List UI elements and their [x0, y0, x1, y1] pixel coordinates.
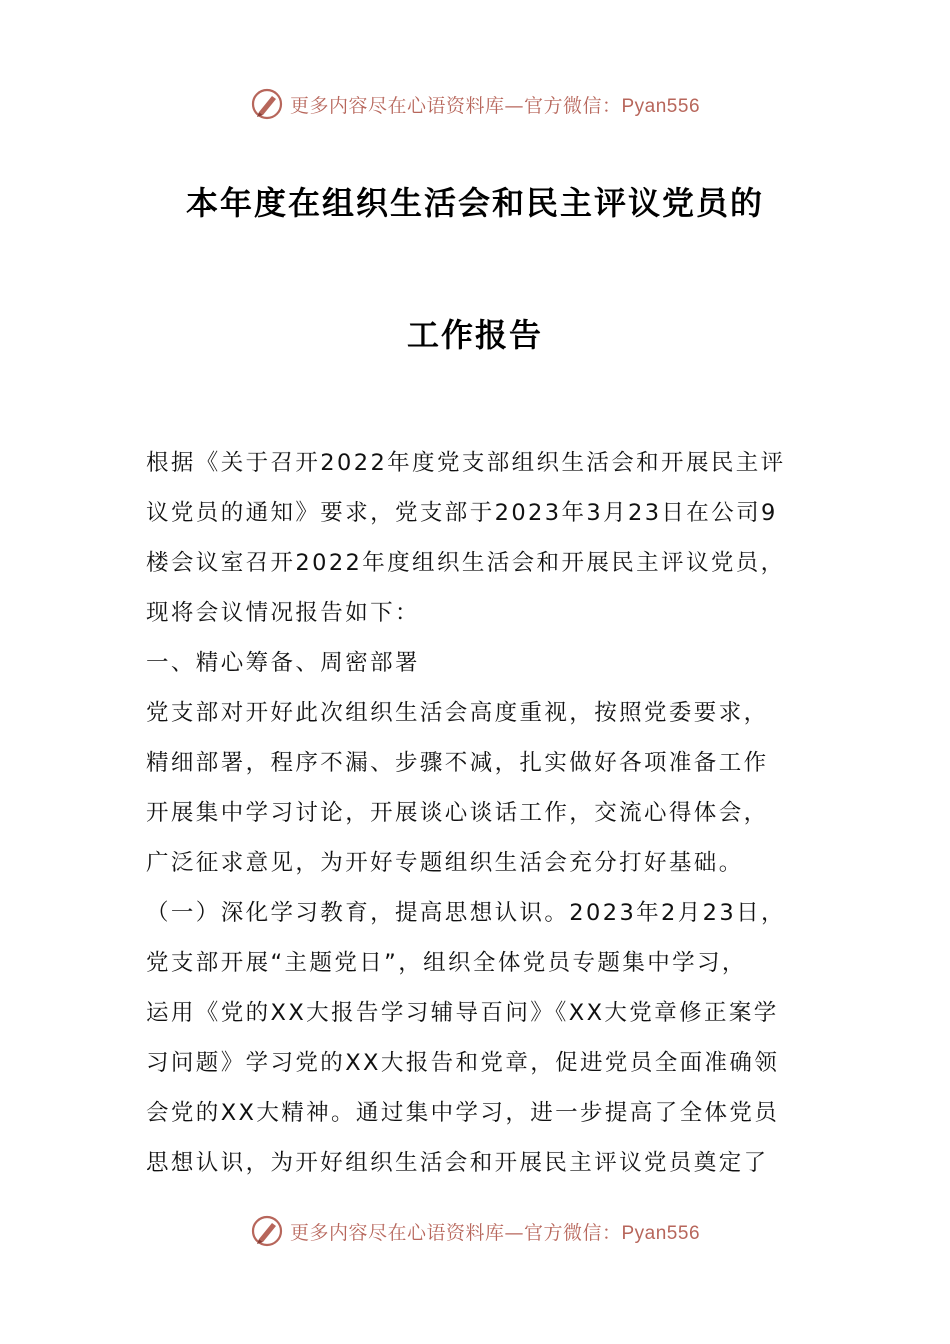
- body-line: 根据《关于召开2022年度党支部组织生活会和开展民主评: [146, 450, 786, 476]
- header-watermark-text: [290, 91, 700, 118]
- document-title-line-1: 本年度在组织生活会和民主评议党员的: [185, 184, 764, 222]
- body-line: 楼会议室召开2022年度组织生活会和开展民主评议党员，: [146, 550, 786, 576]
- body-line: 思想认识，为开好组织生活会和开展民主评议党员奠定了: [146, 1150, 769, 1176]
- body-line: 运用《党的XX大报告学习辅导百问》《XX大党章修正案学: [146, 1000, 779, 1026]
- body-line: 议党员的通知》要求，党支部于2023年3月23日在公司9: [146, 500, 778, 526]
- body-line: （一）深化学习教育，提高思想认识。2023年2月23日，: [146, 900, 786, 926]
- header-watermark-handle: Pyan556: [621, 95, 701, 117]
- footer-watermark-label: 更多内容尽在心语资料库—官方微信：: [289, 1221, 622, 1244]
- body-line: 精细部署，程序不漏、步骤不减，扎实做好各项准备工作: [146, 750, 769, 776]
- footer-watermark-handle: Pyan556: [621, 1222, 701, 1244]
- pen-logo-icon: [250, 87, 284, 121]
- body-line: 党支部对开好此次组织生活会高度重视，按照党委要求，: [146, 700, 769, 726]
- document-body: [146, 438, 806, 1188]
- footer-watermark-text: [290, 1218, 700, 1245]
- body-line: 开展集中学习讨论，开展谈心谈话工作，交流心得体会，: [146, 800, 769, 826]
- body-line: 习问题》学习党的XX大报告和党章，促进党员全面准确领: [146, 1050, 780, 1076]
- body-line: 党支部开展“主题党日”，组织全体党员专题集中学习，: [146, 950, 747, 976]
- footer-watermark: [0, 1211, 950, 1251]
- body-line: 现将会议情况报告如下：: [146, 600, 420, 626]
- header-watermark-label: 更多内容尽在心语资料库—官方微信：: [289, 94, 622, 117]
- pen-logo-icon: [250, 1214, 284, 1248]
- body-line: 广泛征求意见，为开好专题组织生活会充分打好基础。: [146, 850, 744, 876]
- section-heading: 一、精心筹备、周密部署: [146, 650, 420, 676]
- body-line: 会党的XX大精神。通过集中学习，进一步提高了全体党员: [146, 1100, 780, 1126]
- header-watermark: [0, 84, 950, 124]
- document-title-line-2: 工作报告: [406, 316, 543, 354]
